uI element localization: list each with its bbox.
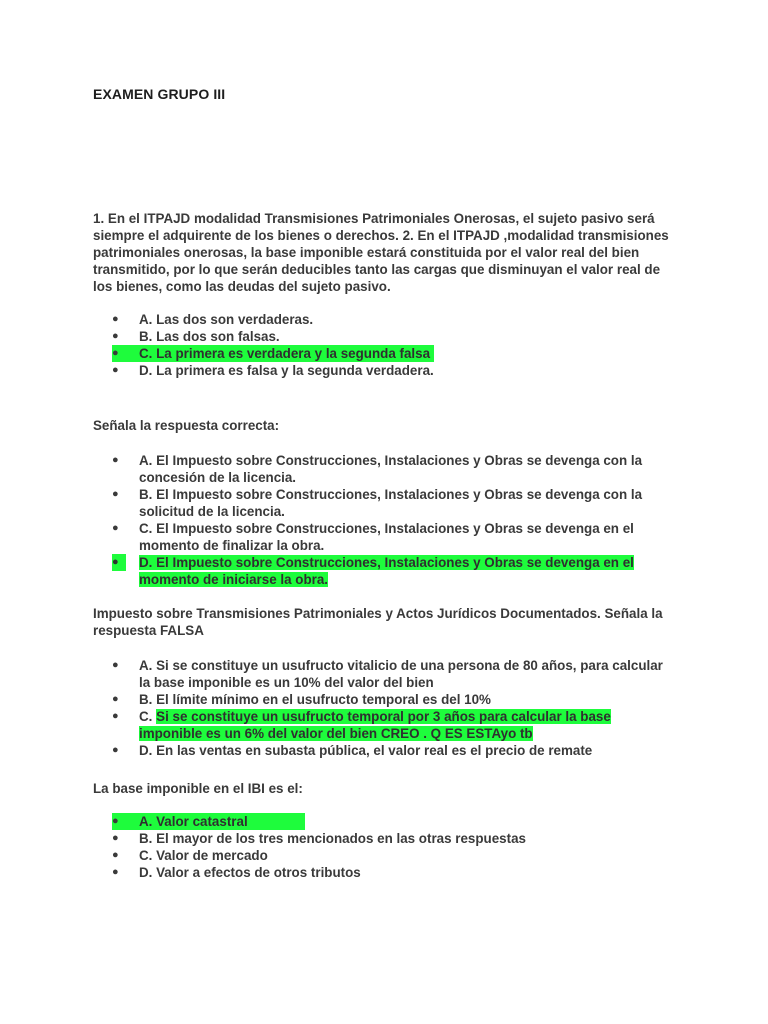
option-text: A. Las dos son verdaderas.: [139, 312, 314, 327]
option-text: D. El Impuesto sobre Construcciones, Instalaciones y Obras se devenga en el momento de iniciarse la obra.: [139, 555, 634, 587]
question-4-option-b: [112, 830, 672, 847]
question-3-text: Impuesto sobre Transmisiones Patrimoniales y Actos Jurídicos Documentados. Señala la respuesta FALSA: [93, 606, 663, 638]
bullet-icon: ●: [112, 554, 126, 571]
option-text: C. Valor de mercado: [139, 848, 268, 863]
option-text: D. En las ventas en subasta pública, el valor real es el precio de remate: [139, 743, 593, 758]
option-text: A. Valor catastral: [139, 814, 248, 829]
option-text: C. La primera es verdadera y la segunda falsa: [139, 346, 431, 361]
bullet-icon: ●: [112, 454, 119, 466]
bullet-icon: ●: [112, 659, 119, 671]
bullet-icon: ●: [112, 849, 119, 861]
question-3-option-a: [112, 657, 672, 691]
bullet-icon: ●: [112, 522, 119, 534]
option-text: B. Las dos son falsas.: [139, 329, 280, 344]
question-4-text: La base imponible en el IBI es el:: [93, 781, 303, 796]
question-2-options: [112, 452, 672, 588]
option-text: C. El Impuesto sobre Construcciones, Instalaciones y Obras se devenga en el momento de finalizar la obra.: [139, 521, 634, 553]
question-1-option-d: [112, 362, 672, 379]
bullet-icon: ●: [112, 364, 119, 376]
question-1-option-b: [112, 328, 672, 345]
option-text: A. Si se constituye un usufructo vitalicio de una persona de 80 años, para calcular la base imponible es un 10% del valor del bien: [139, 658, 663, 690]
question-3-option-d: [112, 742, 672, 759]
bullet-icon: ●: [112, 815, 119, 827]
question-2-option-d-highlighted: [112, 554, 672, 588]
question-1-option-c-highlighted: [112, 345, 434, 362]
document-title: EXAMEN GRUPO III: [93, 86, 226, 102]
option-text: A. El Impuesto sobre Construcciones, Instalaciones y Obras se devenga con la concesión de la licencia.: [139, 453, 643, 485]
question-3-options: [112, 657, 672, 759]
bullet-icon: ●: [112, 710, 119, 722]
question-4-options: [112, 813, 672, 881]
question-2-option-b: [112, 486, 672, 520]
question-3-option-c-highlighted: [112, 708, 672, 742]
bullet-icon: ●: [112, 832, 119, 844]
bullet-icon: ●: [112, 330, 119, 342]
option-text: B. El Impuesto sobre Construcciones, Instalaciones y Obras se devenga con la solicitud de la licencia.: [139, 487, 643, 519]
question-3-option-b: [112, 691, 672, 708]
bullet-icon: ●: [112, 693, 119, 705]
bullet-icon: ●: [112, 744, 119, 756]
question-4-option-a-highlighted: [112, 813, 305, 830]
question-2-option-c: [112, 520, 672, 554]
question-2-option-a: [112, 452, 672, 486]
question-4-option-c: [112, 847, 672, 864]
bullet-icon: ●: [112, 347, 119, 359]
question-2-text: Señala la respuesta correcta:: [93, 418, 280, 433]
option-text: D. La primera es falsa y la segunda verdadera.: [139, 363, 434, 378]
bullet-icon: ●: [112, 488, 119, 500]
option-text: Si se constituye un usufructo temporal por 3 años para calcular la base imponible es un 6% del valor del bien CREO . Q ES ESTAyo tb: [139, 709, 611, 741]
option-text: D. Valor a efectos de otros tributos: [139, 865, 361, 880]
option-text: B. El límite mínimo en el usufructo temporal es del 10%: [139, 692, 491, 707]
option-text: B. El mayor de los tres mencionados en las otras respuestas: [139, 831, 526, 846]
bullet-icon: ●: [112, 313, 119, 325]
question-1-option-a: [112, 311, 672, 328]
bullet-icon: ●: [112, 866, 119, 878]
question-1-options: [112, 311, 672, 379]
question-1-text: 1. En el ITPAJD modalidad Transmisiones Patrimoniales Onerosas, el sujeto pasivo será siempre el adquirente de los bienes o derechos. 2. En el ITPAJD ,modalidad transmisiones patrimoniales onerosas, la base imponible estará constituida por el valor real del bien transmitido, por lo que serán deducibles tanto las cargas que disminuyan el valor real de los bienes, como las deudas del sujeto pasivo.: [93, 211, 669, 294]
question-4-option-d: [112, 864, 672, 881]
option-prefix: C.: [139, 709, 153, 724]
